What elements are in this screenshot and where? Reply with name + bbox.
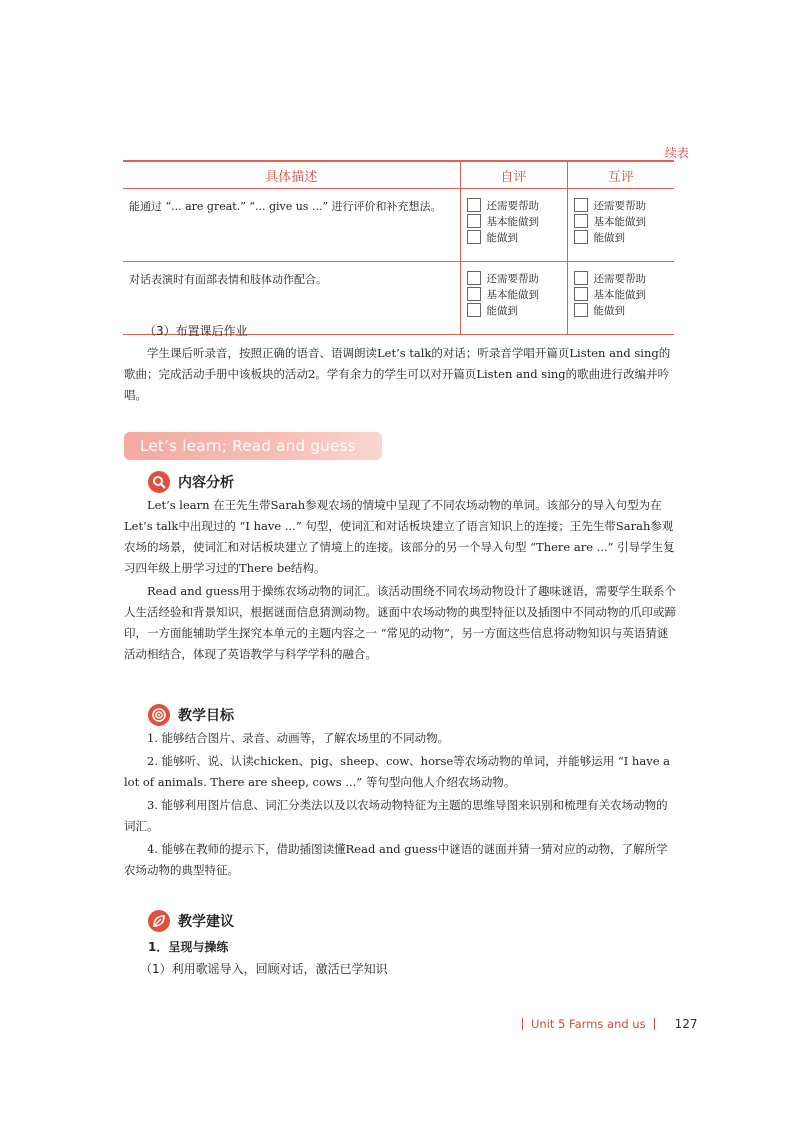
homework-section: [124, 322, 676, 406]
self-eval-cell: [460, 189, 567, 262]
header-peer-eval: 互评: [567, 161, 674, 189]
objectives-heading: [148, 704, 234, 726]
option-label: 还需要帮助: [593, 199, 646, 212]
option-label: 能做到: [486, 231, 518, 244]
checkbox[interactable]: [467, 214, 481, 228]
target-icon: [148, 704, 170, 726]
option-label: 还需要帮助: [486, 199, 539, 212]
suggestions-heading: [148, 910, 234, 932]
objective-item: 4. 能够在教师的提示下，借助插图读懂Read and guess中谜语的谜面并猜一猜对应的动物，了解所学农场动物的典型特征。: [124, 842, 668, 877]
content-analysis-body: [124, 495, 676, 665]
suggestion-subheading: 1．呈现与操练: [148, 940, 229, 954]
divider: [522, 1018, 523, 1030]
magnifier-icon: [148, 471, 170, 493]
option-label: 基本能做到: [593, 215, 646, 228]
option-label: 基本能做到: [486, 215, 539, 228]
homework-text: 学生课后听录音，按照正确的语音、语调朗读Let’s talk的对话；听录音学唱开篇页Listen and sing的歌曲；完成活动手册中该板块的活动2。学有余力的学生可以对开篇页Listen and sing的歌曲进行改编并吟唱。: [124, 346, 671, 402]
analysis-paragraph: Let’s learn 在王先生带Sarah参观农场的情境中呈现了不同农场动物的单词。该部分的导入句型为在Let’s talk中出现过的 “I have ...” 句型，使词汇和对话板块建立了语言知识上的连接；王先生带Sarah参观农场的场景，使词汇和对话板块建立了情境上的连接。该部分的另一个导入句型 “There are ...” 引导学生复习四年级上册学习过的There be结构。: [124, 498, 675, 575]
checkbox[interactable]: [574, 271, 588, 285]
leaf-icon: [148, 910, 170, 932]
checkbox[interactable]: [467, 198, 481, 212]
checkbox[interactable]: [467, 271, 481, 285]
checkbox[interactable]: [574, 214, 588, 228]
objective-item: 3. 能够利用图片信息、词汇分类法以及以农场动物特征为主题的思维导图来识别和梳理有关农场动物的词汇。: [124, 798, 668, 833]
header-description: 具体描述: [123, 161, 460, 189]
continued-label: 续表: [665, 146, 690, 160]
checkbox[interactable]: [574, 303, 588, 317]
divider: [654, 1018, 655, 1030]
header-self-eval: 自评: [460, 161, 567, 189]
content-analysis-heading: [148, 471, 234, 493]
objective-item: 2. 能够听、说、认读chicken、pig、sheep、cow、horse等农场动物的单词，并能够运用 “I have a lot of animals. There are sheep, cows ...” 等句型向他人介绍农场动物。: [124, 754, 671, 789]
objectives-list: [124, 728, 676, 881]
option-label: 能做到: [593, 231, 625, 244]
option-label: 能做到: [593, 304, 625, 317]
checkbox[interactable]: [467, 287, 481, 301]
option-label: 基本能做到: [486, 288, 539, 301]
objectives-title: 教学目标: [178, 708, 234, 724]
table-header-row: [123, 161, 674, 189]
option-label: 还需要帮助: [593, 272, 646, 285]
footer-unit: Unit 5 Farms and us: [531, 1017, 646, 1031]
checkbox[interactable]: [574, 198, 588, 212]
table-row: [123, 189, 674, 262]
row-description: 对话表演时有面部表情和肢体动作配合。: [123, 262, 460, 335]
option-label: 基本能做到: [593, 288, 646, 301]
row-description: 能通过 “... are great.” “... give us ...” 进行评价和补充想法。: [123, 189, 460, 262]
page-footer: [514, 1017, 698, 1031]
page-number: 127: [674, 1017, 698, 1031]
content-analysis-title: 内容分析: [178, 475, 234, 491]
checkbox[interactable]: [574, 287, 588, 301]
objective-item: 1. 能够结合图片、录音、动画等，了解农场里的不同动物。: [147, 731, 450, 745]
suggestions-title: 教学建议: [178, 914, 234, 930]
homework-heading: （3）布置课后作业: [144, 324, 248, 338]
checkbox[interactable]: [467, 303, 481, 317]
option-label: 能做到: [486, 304, 518, 317]
option-label: 还需要帮助: [486, 272, 539, 285]
checkbox[interactable]: [574, 230, 588, 244]
checkbox[interactable]: [467, 230, 481, 244]
peer-eval-cell: [567, 189, 674, 262]
analysis-paragraph: Read and guess用于操练农场动物的词汇。该活动围绕不同农场动物设计了趣味谜语，需要学生联系个人生活经验和背景知识，根据谜面信息猜测动物。谜面中农场动物的典型特征以及插图中不同动物的爪印或蹄印，一方面能辅助学生探究本单元的主题内容之一 “常见的动物”，另一方面这些信息将动物知识与英语猜谜活动相结合，体现了英语教学与科学学科的融合。: [124, 584, 676, 661]
evaluation-table: [123, 160, 674, 335]
suggestion-subheading-2: （1）利用歌谣导入，回顾对话，激活已学知识: [140, 962, 388, 976]
section-banner: Let’s learn; Read and guess: [124, 432, 382, 460]
